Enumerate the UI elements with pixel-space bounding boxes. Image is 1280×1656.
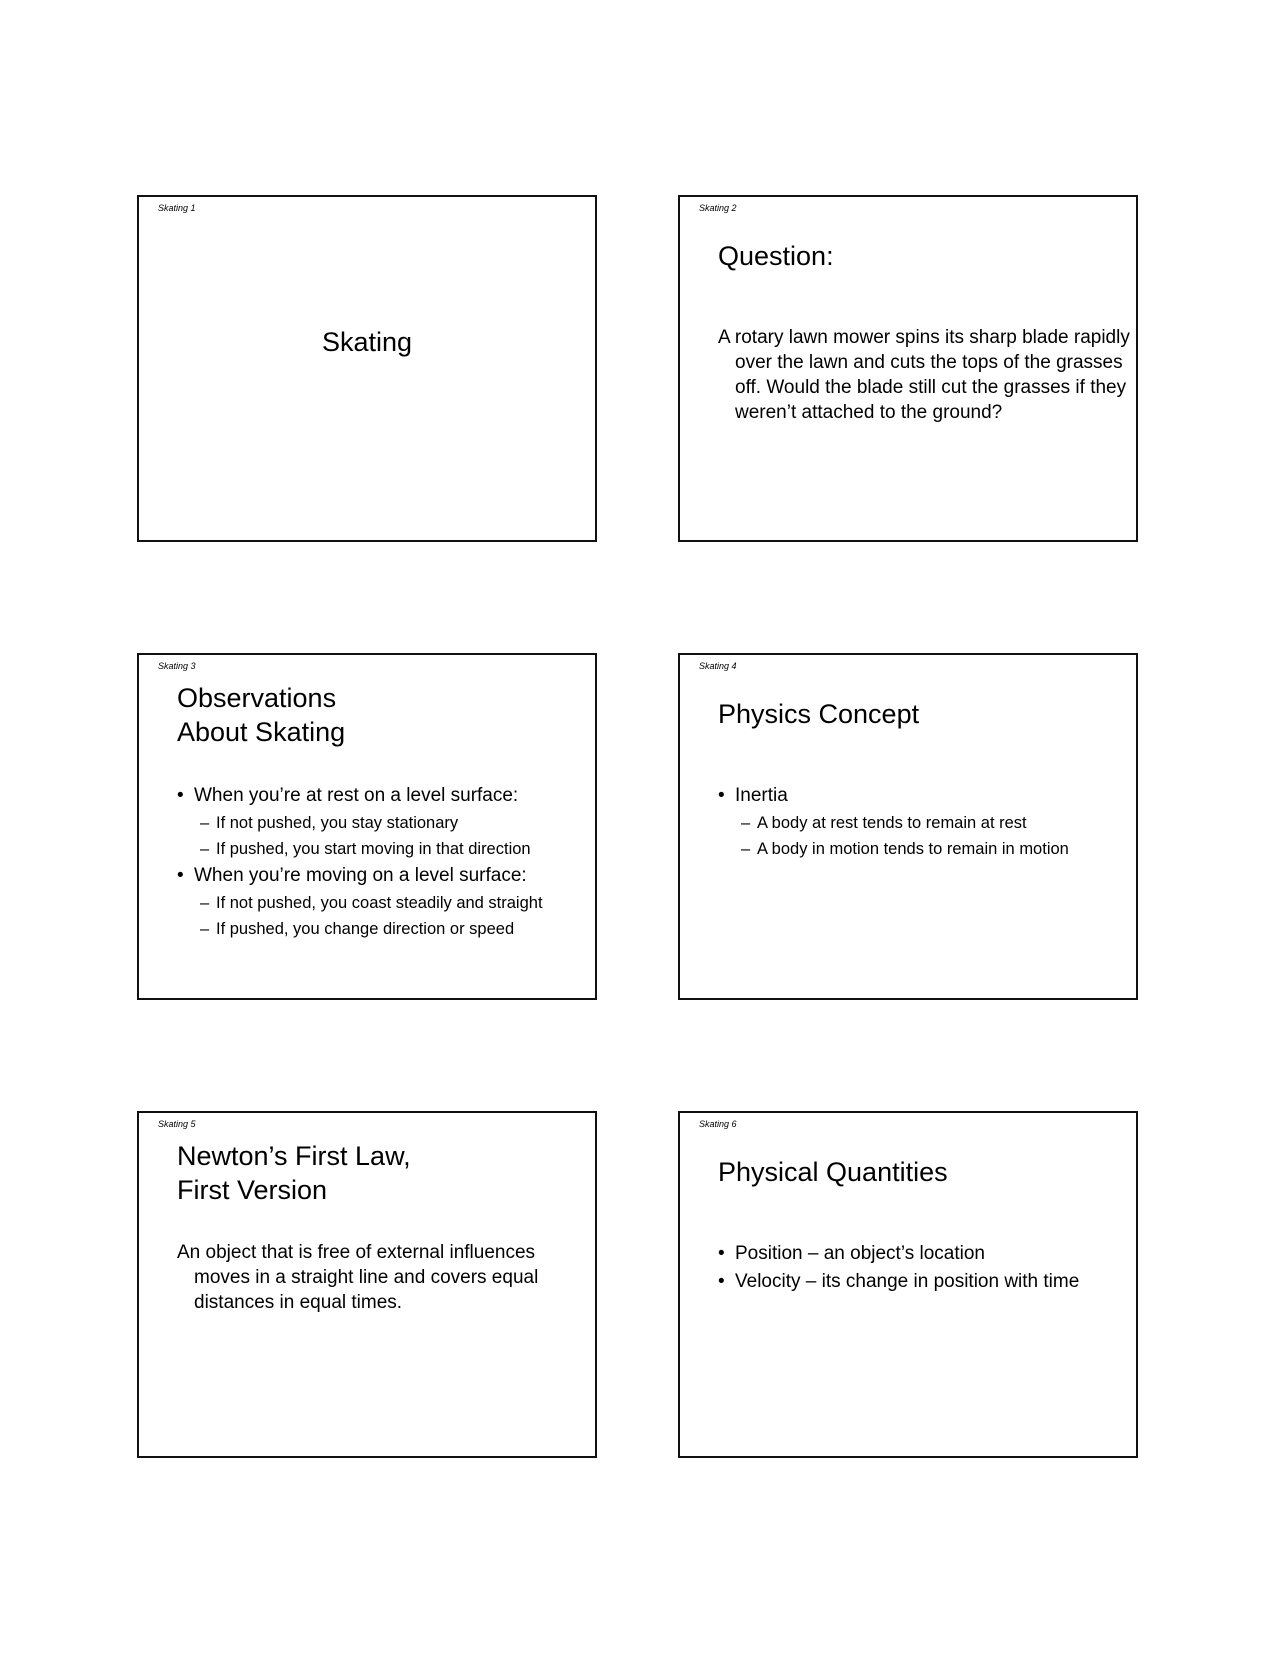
bullet-text: When you’re moving on a level surface: bbox=[194, 865, 527, 886]
bullet-list bbox=[718, 1240, 1079, 1296]
bullet-glyph: • bbox=[718, 1243, 725, 1264]
sub-bullet-text: A body at rest tends to remain at rest bbox=[757, 814, 1027, 832]
sub-bullet-item bbox=[177, 836, 543, 862]
sub-bullet-text: If not pushed, you coast steadily and straight bbox=[216, 894, 543, 912]
bullet-text: Position – an object’s location bbox=[735, 1243, 985, 1264]
dash-glyph: – bbox=[200, 814, 210, 832]
slide-title: Question: bbox=[718, 241, 834, 271]
bullet-item bbox=[718, 1240, 1079, 1268]
slide-title bbox=[177, 1139, 411, 1207]
slide-title: Physical Quantities bbox=[718, 1157, 948, 1187]
slide-label: Skating 3 bbox=[158, 661, 196, 671]
slide-6 bbox=[678, 1111, 1138, 1458]
dash-glyph: – bbox=[741, 814, 751, 832]
slide-label: Skating 5 bbox=[158, 1119, 196, 1129]
bullet-glyph: • bbox=[718, 785, 725, 806]
sub-bullet-item bbox=[718, 836, 1069, 862]
bullet-item bbox=[177, 782, 543, 810]
title-line: First Version bbox=[177, 1175, 328, 1205]
bullet-glyph: • bbox=[177, 865, 184, 886]
slide-body: A rotary lawn mower spins its sharp blade rapidly over the lawn and cuts the tops of the grasses off. Would the blade still cut the grasses if they weren’t attached to the ground? bbox=[718, 327, 1130, 423]
dash-glyph: – bbox=[200, 840, 210, 858]
slide-2 bbox=[678, 195, 1138, 542]
sub-bullet-item bbox=[177, 916, 543, 942]
sub-bullet-text: If pushed, you start moving in that direction bbox=[216, 840, 531, 858]
sub-bullet-text: If not pushed, you stay stationary bbox=[216, 814, 459, 832]
dash-glyph: – bbox=[741, 840, 751, 858]
slide-4 bbox=[678, 653, 1138, 1000]
slide-label: Skating 2 bbox=[699, 203, 737, 213]
slide-label: Skating 6 bbox=[699, 1119, 737, 1129]
slide-body: An object that is free of external influences moves in a straight line and covers equal distances in equal times. bbox=[177, 1242, 539, 1313]
bullet-item bbox=[177, 862, 543, 890]
bullet-text: Velocity – its change in position with time bbox=[735, 1271, 1080, 1292]
slide-5 bbox=[137, 1111, 597, 1458]
title-line: About Skating bbox=[177, 717, 346, 747]
bullet-glyph: • bbox=[177, 785, 184, 806]
bullet-glyph: • bbox=[718, 1271, 725, 1292]
bullet-item bbox=[718, 782, 1069, 810]
title-line: Newton’s First Law, bbox=[177, 1141, 411, 1171]
bullet-list bbox=[177, 782, 543, 942]
sub-bullet-item bbox=[177, 890, 543, 916]
sub-bullet-text: A body in motion tends to remain in motion bbox=[757, 840, 1069, 858]
bullet-text: Inertia bbox=[735, 785, 788, 806]
slide-3 bbox=[137, 653, 597, 1000]
slide-label: Skating 1 bbox=[158, 203, 196, 213]
dash-glyph: – bbox=[200, 894, 210, 912]
bullet-text: When you’re at rest on a level surface: bbox=[194, 785, 519, 806]
sub-bullet-item bbox=[718, 810, 1069, 836]
slide-label: Skating 4 bbox=[699, 661, 737, 671]
slide-title: Physics Concept bbox=[718, 699, 920, 729]
slide-title bbox=[177, 681, 345, 749]
sub-bullet-text: If pushed, you change direction or speed bbox=[216, 920, 515, 938]
bullet-item bbox=[718, 1268, 1079, 1296]
slide-title: Skating bbox=[321, 327, 413, 357]
title-line: Observations bbox=[177, 683, 337, 713]
sub-bullet-item bbox=[177, 810, 543, 836]
dash-glyph: – bbox=[200, 920, 210, 938]
slide-1 bbox=[137, 195, 597, 542]
bullet-list bbox=[718, 782, 1069, 862]
